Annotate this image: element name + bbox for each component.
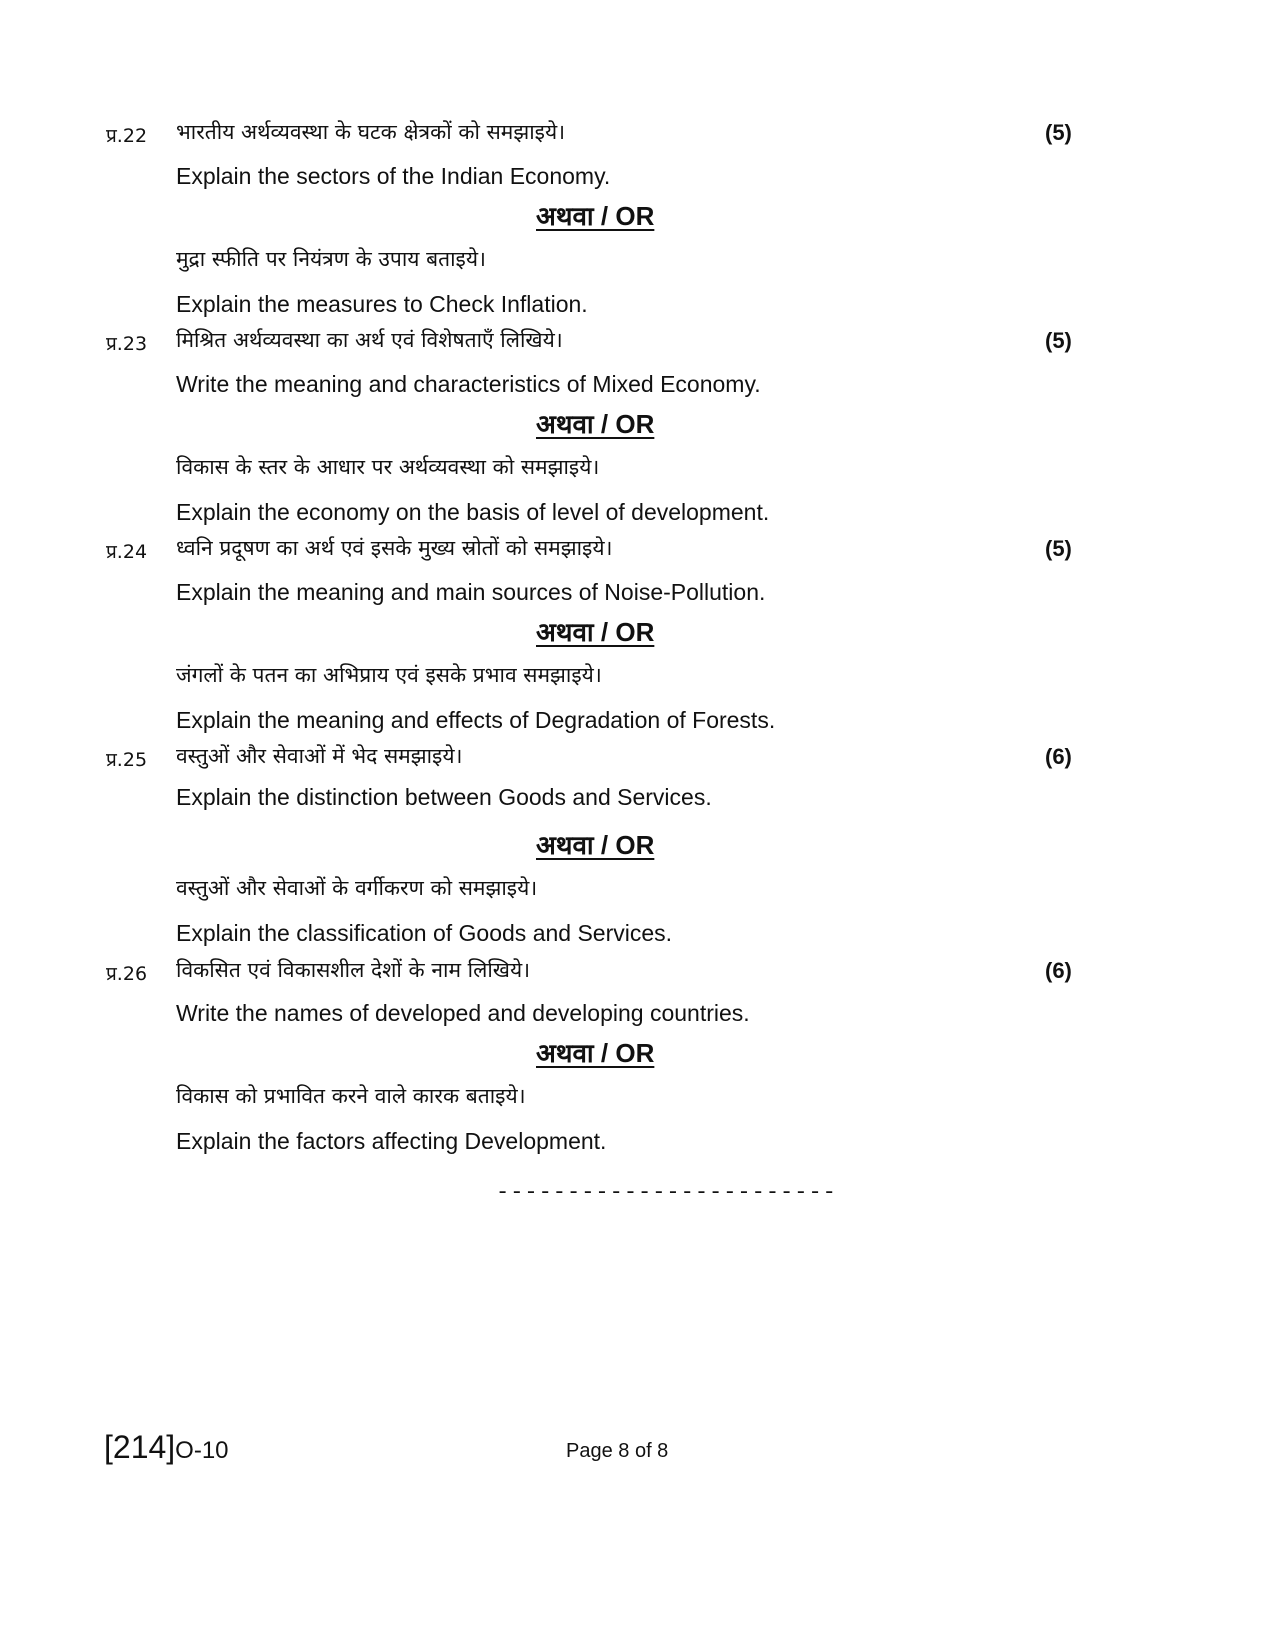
alternate-text-english: Explain the measures to Check Inflation.: [176, 291, 588, 317]
alternate-text-hindi: जंगलों के पतन का अभिप्राय एवं इसके प्रभाव समझाइये।: [176, 663, 602, 687]
question-marks: (5): [1045, 536, 1072, 561]
or-separator: अथवा / OR: [536, 830, 655, 860]
question-text-hindi: वस्तुओं और सेवाओं में भेद समझाइये।: [176, 744, 463, 768]
or-separator: अथवा / OR: [536, 617, 655, 647]
question-text-hindi: ध्वनि प्रदूषण का अर्थ एवं इसके मुख्य स्रोतों को समझाइये।: [176, 536, 613, 560]
alternate-text-hindi: विकास को प्रभावित करने वाले कारक बताइये।: [176, 1084, 526, 1108]
alternate-text-hindi: मुद्रा स्फीति पर नियंत्रण के उपाय बताइये।: [176, 247, 487, 271]
or-separator: अथवा / OR: [536, 409, 655, 439]
end-of-paper-line: ------------------------: [496, 1180, 837, 1205]
question-number: प्र.25: [106, 749, 148, 771]
question-marks: (5): [1045, 328, 1072, 353]
question-text-hindi: मिश्रित अर्थव्यवस्था का अर्थ एवं विशेषताएँ लिखिये।: [176, 328, 563, 352]
question-marks: (6): [1045, 744, 1072, 769]
question-text-hindi: भारतीय अर्थव्यवस्था के घटक क्षेत्रकों को समझाइये।: [176, 120, 566, 144]
or-separator: अथवा / OR: [536, 1038, 655, 1068]
question-marks: (5): [1045, 120, 1072, 145]
alternate-text-english: Explain the meaning and effects of Degradation of Forests.: [176, 707, 776, 733]
question-marks: (6): [1045, 958, 1072, 983]
alternate-text-hindi: विकास के स्तर के आधार पर अर्थव्यवस्था को समझाइये।: [176, 455, 600, 479]
page-number: Page 8 of 8: [566, 1440, 669, 1462]
paper-code: [104, 1429, 229, 1466]
alternate-text-english: Explain the factors affecting Development.: [176, 1128, 607, 1154]
question-text-english: Write the meaning and characteristics of Mixed Economy.: [176, 371, 761, 397]
question-number: प्र.23: [106, 333, 148, 355]
question-text-english: Explain the distinction between Goods and Services.: [176, 784, 712, 810]
paper-code-main: [214]: [104, 1429, 176, 1465]
alternate-text-hindi: वस्तुओं और सेवाओं के वर्गीकरण को समझाइये।: [176, 876, 538, 900]
question-number: प्र.24: [106, 541, 148, 563]
question-number: प्र.22: [106, 125, 148, 147]
question-text-english: Write the names of developed and developing countries.: [176, 1000, 750, 1026]
question-text-hindi: विकसित एवं विकासशील देशों के नाम लिखिये।: [176, 958, 531, 982]
alternate-text-english: Explain the classification of Goods and Services.: [176, 920, 673, 946]
question-number: प्र.26: [106, 963, 148, 985]
alternate-text-english: Explain the economy on the basis of level of development.: [176, 499, 770, 525]
paper-code-suffix: O-10: [175, 1437, 229, 1464]
question-text-english: Explain the meaning and main sources of Noise-Pollution.: [176, 579, 766, 605]
question-text-english: Explain the sectors of the Indian Economy.: [176, 163, 611, 189]
or-separator: अथवा / OR: [536, 201, 655, 231]
